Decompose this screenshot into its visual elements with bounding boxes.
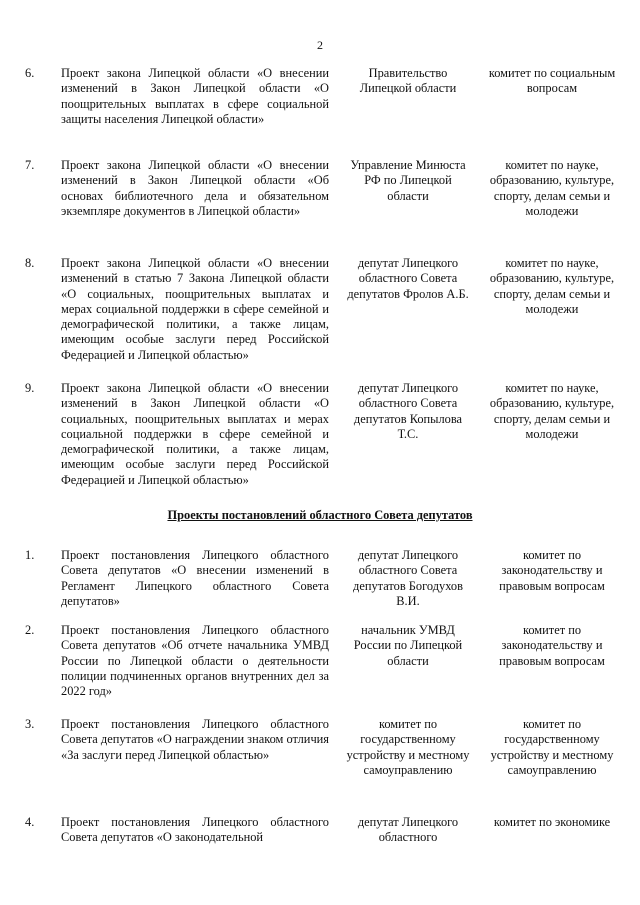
item-number: 4. <box>25 815 35 829</box>
item-description: Проект постановления Липецкого областного Совета депутатов «О внесении изменений в Регламент Липецкого областного Совета депутатов» <box>61 548 329 608</box>
item-author: депутат Липецкого областного <box>357 815 459 845</box>
item-description: Проект закона Липецкой области «О внесении изменений в статью 7 Закона Липецкой области «О социальных, поощрительных выплатах и мерах социальной поддержки в сфере семейной и демографической политики, а также лицам, имеющим особые заслуги перед Российской Федерацией и Липецкой областью» <box>61 256 329 362</box>
item-description: Проект закона Липецкой области «О внесении изменений в Закон Липецкой области «О социальных, поощрительных выплатах и мерах социальной поддержки в сфере семейной и демографической политики, а также лицам, имеющим особые заслуги перед Российской Федерацией и Липецкой областью» <box>61 381 329 487</box>
item-description: Проект постановления Липецкого областного Совета депутатов «О награждении знаком отличия «За заслуги перед Липецкой областью» <box>61 717 330 762</box>
item-author: депутат Липецкого областного Совета депутатов Копылова Т.С. <box>353 381 463 441</box>
item-number: 8. <box>25 256 35 270</box>
item-author: депутат Липецкого областного Совета депутатов Богодухов В.И. <box>353 548 463 608</box>
item-committee: комитет по государственному устройству и местному самоуправлению <box>490 717 614 777</box>
item-number: 9. <box>25 381 35 395</box>
item-author: депутат Липецкого областного Совета депутатов Фролов А.Б. <box>347 256 469 301</box>
item-description: Проект закона Липецкой области «О внесении изменений в Закон Липецкой области «Об основах библиотечного дела и обязательном экземпляре документов в Липецкой области» <box>61 158 329 218</box>
item-committee: комитет по науке, образованию, культуре, спорту, делам семьи и молодежи <box>489 381 615 441</box>
item-number: 1. <box>25 548 35 562</box>
item-number: 7. <box>25 158 35 172</box>
item-number: 6. <box>25 66 35 80</box>
item-number: 2. <box>25 623 35 637</box>
item-author: начальник УМВД России по Липецкой области <box>353 623 463 668</box>
item-committee: комитет по экономике <box>493 815 611 829</box>
item-author: Правительство Липецкой области <box>359 66 457 96</box>
item-description: Проект постановления Липецкого областного Совета депутатов «О законодательной <box>61 815 329 845</box>
item-description: Проект закона Липецкой области «О внесении изменений в Закон Липецкой области «О поощрительных выплатах в сфере социальной защиты населения Липецкой области» <box>61 66 329 126</box>
item-number: 3. <box>25 717 35 731</box>
item-committee: комитет по науке, образованию, культуре, спорту, делам семьи и молодежи <box>489 158 615 218</box>
item-committee: комитет по социальным вопросам <box>488 66 616 96</box>
page-number: 2 <box>317 38 323 52</box>
item-author: комитет по государственному устройству и местному самоуправлению <box>346 717 470 777</box>
item-committee: комитет по законодательству и правовым вопросам <box>499 548 605 593</box>
item-committee: комитет по законодательству и правовым вопросам <box>499 623 605 668</box>
section-heading: Проекты постановлений областного Совета депутатов <box>167 508 473 522</box>
item-author: Управление Минюста РФ по Липецкой области <box>350 158 466 203</box>
item-description: Проект постановления Липецкого областного Совета депутатов «Об отчете начальника УМВД России по Липецкой области о деятельности полиции подчиненных органов внутренних дел за 2022 год» <box>61 623 329 699</box>
item-committee: комитет по науке, образованию, культуре, спорту, делам семьи и молодежи <box>489 256 615 316</box>
